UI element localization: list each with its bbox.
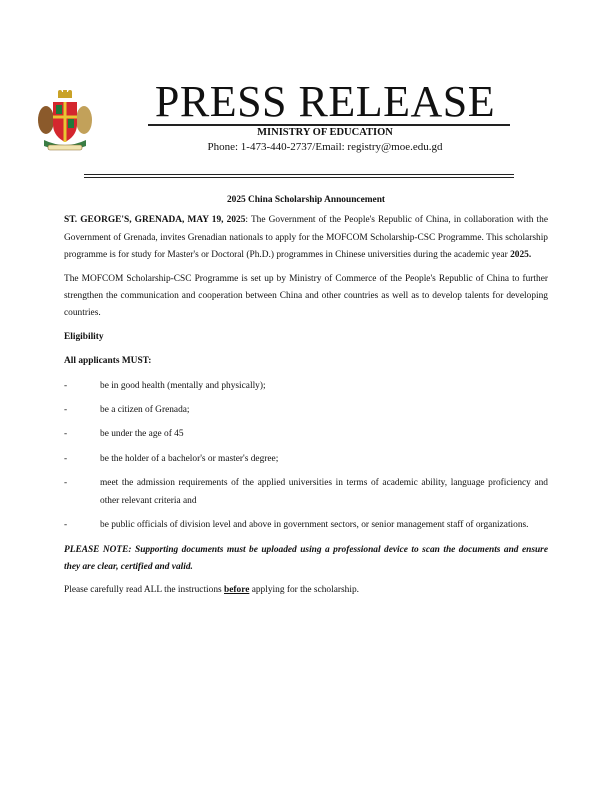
applicants-subheading: All applicants MUST: xyxy=(64,356,152,367)
contact-info: Phone: 1-473-440-2737/Email: registry@moe.edu.gd xyxy=(207,141,443,153)
programme-paragraph: The MOFCOM Scholarship-CSC Programme is set up by Ministry of Commerce of the People's Republic of China to further strengthen the communication and cooperation between China and other countries as well as to develop talents for developing countries. xyxy=(64,273,548,319)
requirements-list xyxy=(64,378,548,535)
dateline: ST. GEORGE'S, GRENADA, MAY 19, 2025 xyxy=(64,215,246,226)
closing-line: Please carefully read ALL the instructions before applying for the scholarship. xyxy=(64,585,359,596)
emphasis-before: before xyxy=(224,585,250,596)
bullet-dash: - xyxy=(64,429,68,440)
list-item: - be the holder of a bachelor's or master's degree; xyxy=(64,451,548,468)
eligibility-heading: Eligibility xyxy=(64,331,104,342)
bullet-dash: - xyxy=(64,453,68,464)
list-item: - be under the age of 45 xyxy=(64,426,548,443)
intro-paragraph xyxy=(64,212,548,264)
bullet-dash: - xyxy=(64,380,68,391)
list-item: - meet the admission requirements of the applied universities in terms of academic ability, language proficiency and other relevant criteria and xyxy=(64,475,548,510)
bullet-dash: - xyxy=(64,478,68,489)
page-title: PRESS RELEASE xyxy=(154,77,496,126)
bullet-dash: - xyxy=(64,520,68,531)
divider-line xyxy=(84,177,514,178)
list-item: - be in good health (mentally and physically); xyxy=(64,378,548,395)
intro-text: : The Government of the People's Republic of China, in collaboration with the Government of Grenada, invites Grenadian nationals to apply for the MOFCOM Scholarship-CSC Programme. This scholarship programme is for study for Master's or Doctoral (Ph.D.) programmes in Chinese universities during the academic year xyxy=(64,215,548,261)
list-item: - be public officials of division level and above in government sectors, or senior management staff of organizations. xyxy=(64,517,548,534)
list-item: - be a citizen of Grenada; xyxy=(64,402,548,419)
please-note: PLEASE NOTE: Supporting documents must be uploaded using a professional device to scan the documents and ensure they are clear, certified and valid. xyxy=(64,544,548,572)
announcement-title: 2025 China Scholarship Announcement xyxy=(226,195,386,205)
divider-line xyxy=(84,174,514,175)
bullet-dash: - xyxy=(64,405,68,416)
ministry-name: MINISTRY OF EDUCATION xyxy=(257,127,393,138)
academic-year: 2025. xyxy=(510,250,532,261)
letterhead xyxy=(0,77,612,180)
release-body xyxy=(64,192,548,606)
